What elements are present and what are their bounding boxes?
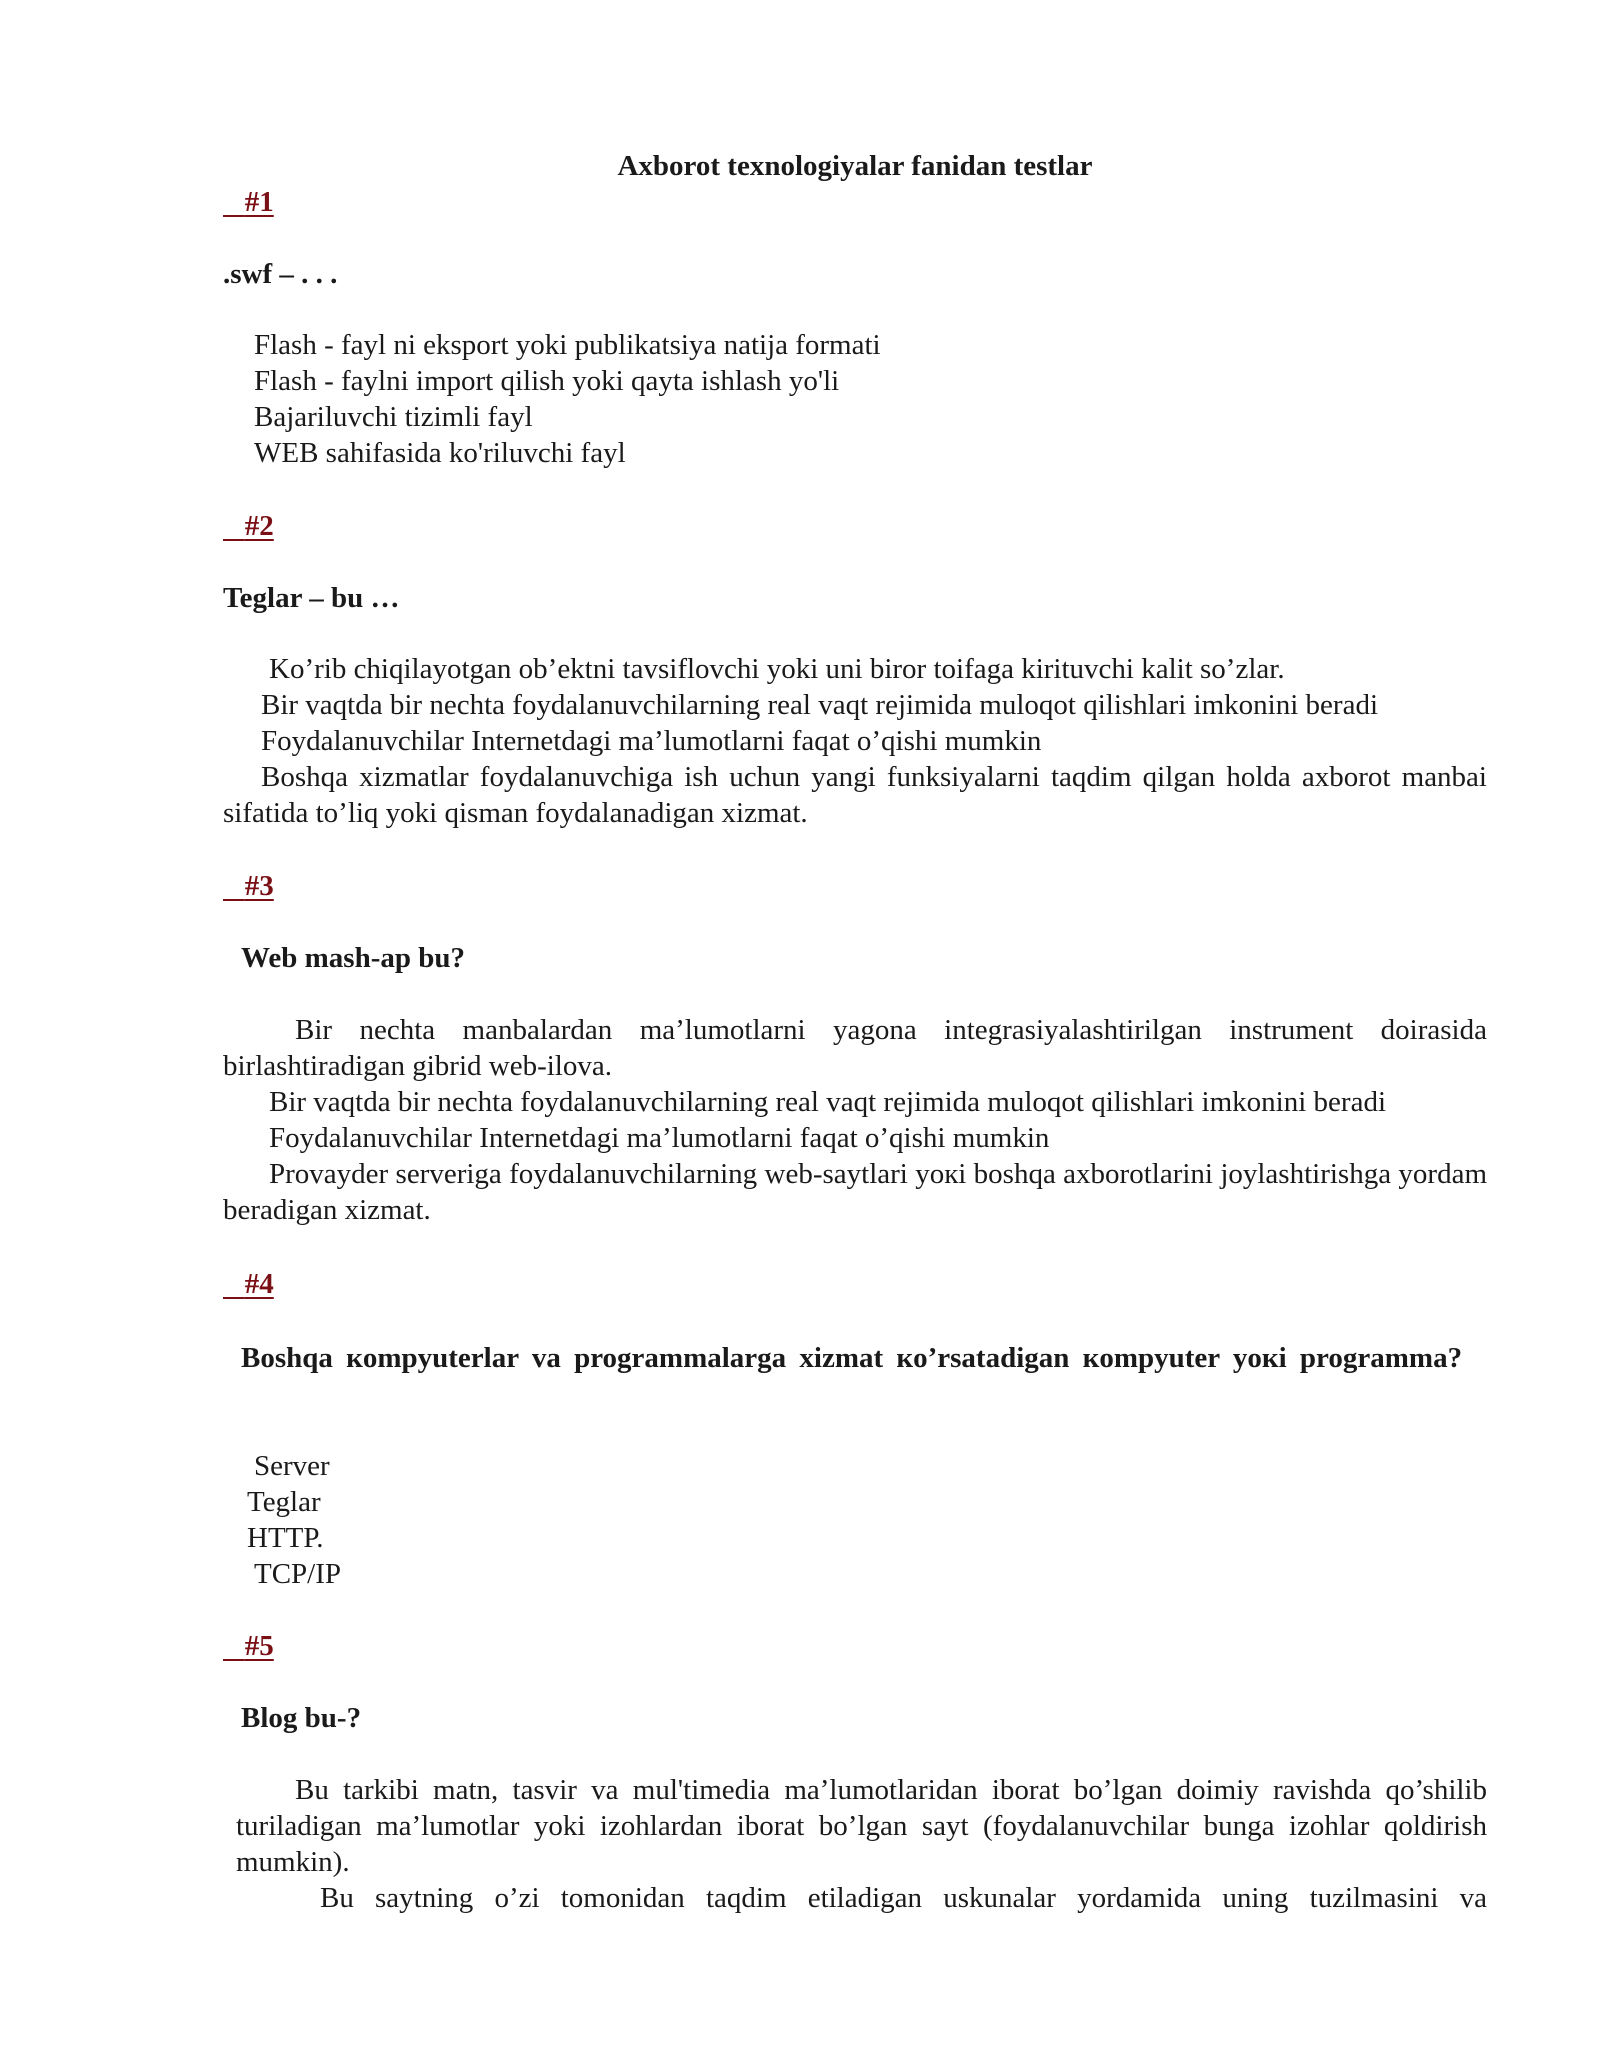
answer-option: HTTP. [247, 1522, 324, 1554]
answer-list [236, 1772, 1487, 1916]
answer-option: TCP/IP [254, 1558, 342, 1590]
question-text: .swf – . . . [223, 258, 338, 290]
answer-option: Flash - fayl ni eksport yoki publikatsiya natija formati [254, 329, 881, 361]
question-text: Teglar – bu … [223, 582, 400, 614]
answer-option: Bajariluvchi tizimli fayl [254, 401, 533, 433]
document-title: Axborot texnologiyalar fanidan testlar [617, 150, 1093, 182]
answer-option: WEB sahifasida ko'riluvchi fayl [254, 437, 626, 469]
answer-option: Ko’rib chiqilayotgan ob’ektni tavsiflovchi yoki uni biror toifaga kirituvchi kalit so’zlar. [269, 653, 1285, 685]
answer-option: Bir vaqtda bir nechta foydalanuvchilarning real vaqt rejimida muloqot qilishlari imkonini beradi [261, 689, 1378, 721]
answer-option: Bu saytning o’zi tomonidan taqdim etiladigan uskunalar yordamida uning tuzilmasini va [320, 1882, 1487, 1914]
answer-list [254, 327, 881, 471]
answer-option: Flash - faylni import qilish yoki qayta ishlash yo'li [254, 365, 840, 397]
question-number: #3 [244, 870, 274, 902]
question-number: #2 [244, 510, 274, 542]
question-text: Web mash-ap bu? [241, 942, 466, 974]
question-text: Boshqa кompyuterlar va programmalarga xizmat кo’rsatadigan кompyuter yoкi programma? [241, 1342, 1463, 1374]
answer-list [223, 651, 1487, 831]
answer-list [241, 1448, 341, 1592]
question-number: #5 [244, 1630, 274, 1662]
question-number: #4 [244, 1268, 274, 1300]
question-text: Blog bu-? [241, 1702, 362, 1734]
answer-option: Foydalanuvchilar Internetdagi ma’lumotlarni faqat o’qishi mumkin [269, 1122, 1050, 1154]
answer-option: Boshqa xizmatlar foydalanuvchiga ish uchun yangi funksiyalarni taqdim qilgan holda axborot manbai sifatida to’liq yoki qisman foydalanadigan xizmat. [223, 761, 1487, 829]
answer-option: Server [254, 1450, 330, 1482]
answer-option: Bir vaqtda bir nechta foydalanuvchilarning real vaqt rejimida muloqot qilishlari imkonini beradi [269, 1086, 1386, 1118]
question-number: #1 [244, 186, 274, 218]
answer-option: Teglar [247, 1486, 321, 1518]
answer-option: Bu tarkibi matn, tasvir va mul'timedia ma’lumotlaridan iborat bo’lgan doimiy ravishda qo’shilib turiladigan ma’lumotlar yoki izohlardan iborat bo’lgan sayt (foydalanuvchilar bunga izohlar qoldirish mumkin). [236, 1774, 1487, 1878]
answer-option: Provayder serveriga foydalanuvchilarning web-saytlari yoкi boshqa axborotlarini joylashtirishga yordam beradigan xizmat. [223, 1158, 1487, 1226]
answer-option: Foydalanuvchilar Internetdagi ma’lumotlarni faqat o’qishi mumkin [261, 725, 1042, 757]
answer-list [223, 1012, 1487, 1228]
answer-option: Bir nechta manbalardan ma’lumotlarni yagona integrasiyalashtirilgan instrument doirasida birlashtiradigan gibrid web-ilova. [223, 1014, 1487, 1082]
